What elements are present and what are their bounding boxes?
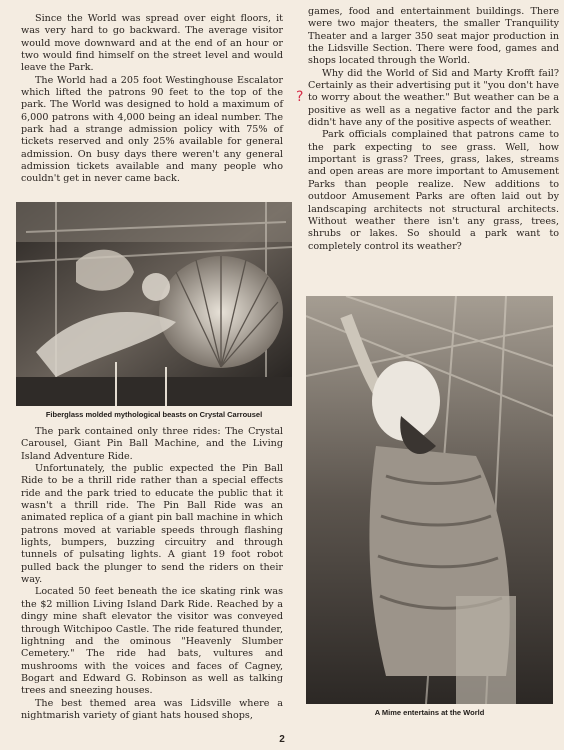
paragraph: Located 50 feet beneath the ice skating rink was the $2 million Living Island Dark Ride. Reached by a dingy mine shaft elevator the visitor was conveyed through Witchipoo Castle. The ride featured thunder, lightning and the ominous "Heavenly Slumber Cemetery." The ride had bats, vultures and mushrooms with the voices and faces of Cagney, Bogart and Edward G. Robinson as well as talking trees and sneezing houses. (21, 586, 283, 697)
paragraph: Unfortunately, the public expected the Pin Ball Ride to be a thrill ride rather than a special effects ride and the park tried to educate the public that it wasn't a thrill ride. The Pin Ball Ride was an animated replica of a giant pin ball machine in which patrons moved at variable speeds through flashing lights, bumpers, buzzing circuitry and through tunnels of pulsating lights. A giant 19 foot robot pulled back the plunger to send the riders on their way. (21, 463, 283, 586)
paragraph: The best themed area was Lidsville where a nightmarish variety of giant hats housed shops, (21, 697, 283, 721)
left-column-upper-text (21, 13, 283, 186)
paragraph: games, food and entertainment buildings. There were two major theaters, the smaller Tranquility Theater and a larger 350 seat major production in the Lidsville Section. There were food, games and shops located through the World. (308, 6, 559, 67)
paragraph: Since the World was spread over eight floors, it was very hard to go backward. The average visitor would move downward and at the end of an hour or two would find himself on the street level and would leave the Park. (21, 13, 283, 74)
left-column-lower-text (21, 426, 283, 722)
paragraph: Park officials complained that patrons came to the park expecting to see grass. Well, how important is grass? Trees, grass, lakes, streams and open areas are more important to Amusement Parks than people realize. New additions to outdoor Amusement Parks are often laid out by landscaping architects not structural architects. Without weather there isn't any grass, trees, shrubs or lakes. So should a park want to completely control its weather? (308, 129, 559, 252)
mime-photo (306, 296, 553, 704)
page-number: 2 (279, 734, 285, 745)
handwritten-question-mark: ? (296, 89, 304, 105)
paragraph: The park contained only three rides: The Crystal Carousel, Giant Pin Ball Machine, and the Living Island Adventure Ride. (21, 426, 283, 462)
carrousel-photo (16, 202, 292, 406)
paragraph: Why did the World of Sid and Marty Krofft fail? Certainly as their advertising put it "you don't have to worry about the weather." But weather can be a positive as well as a negative factor and the park didn't have any of the positive aspects of weather. (308, 67, 559, 129)
right-column-text (308, 6, 559, 253)
carrousel-caption: Fiberglass molded mythological beasts on Crystal Carrousel (45, 410, 263, 419)
mime-caption: A Mime entertains at the World (374, 708, 485, 717)
paragraph: The World had a 205 foot Westinghouse Escalator which lifted the patrons 90 feet to the top of the park. The World was designed to hold a maximum of 6,000 patrons with 4,000 being an ideal number. The park had a strange admission policy with 75% of tickets reserved and only 25% available for general admission. On busy days there weren't any general admission tickets available and many people who couldn't get in never came back. (21, 74, 283, 185)
